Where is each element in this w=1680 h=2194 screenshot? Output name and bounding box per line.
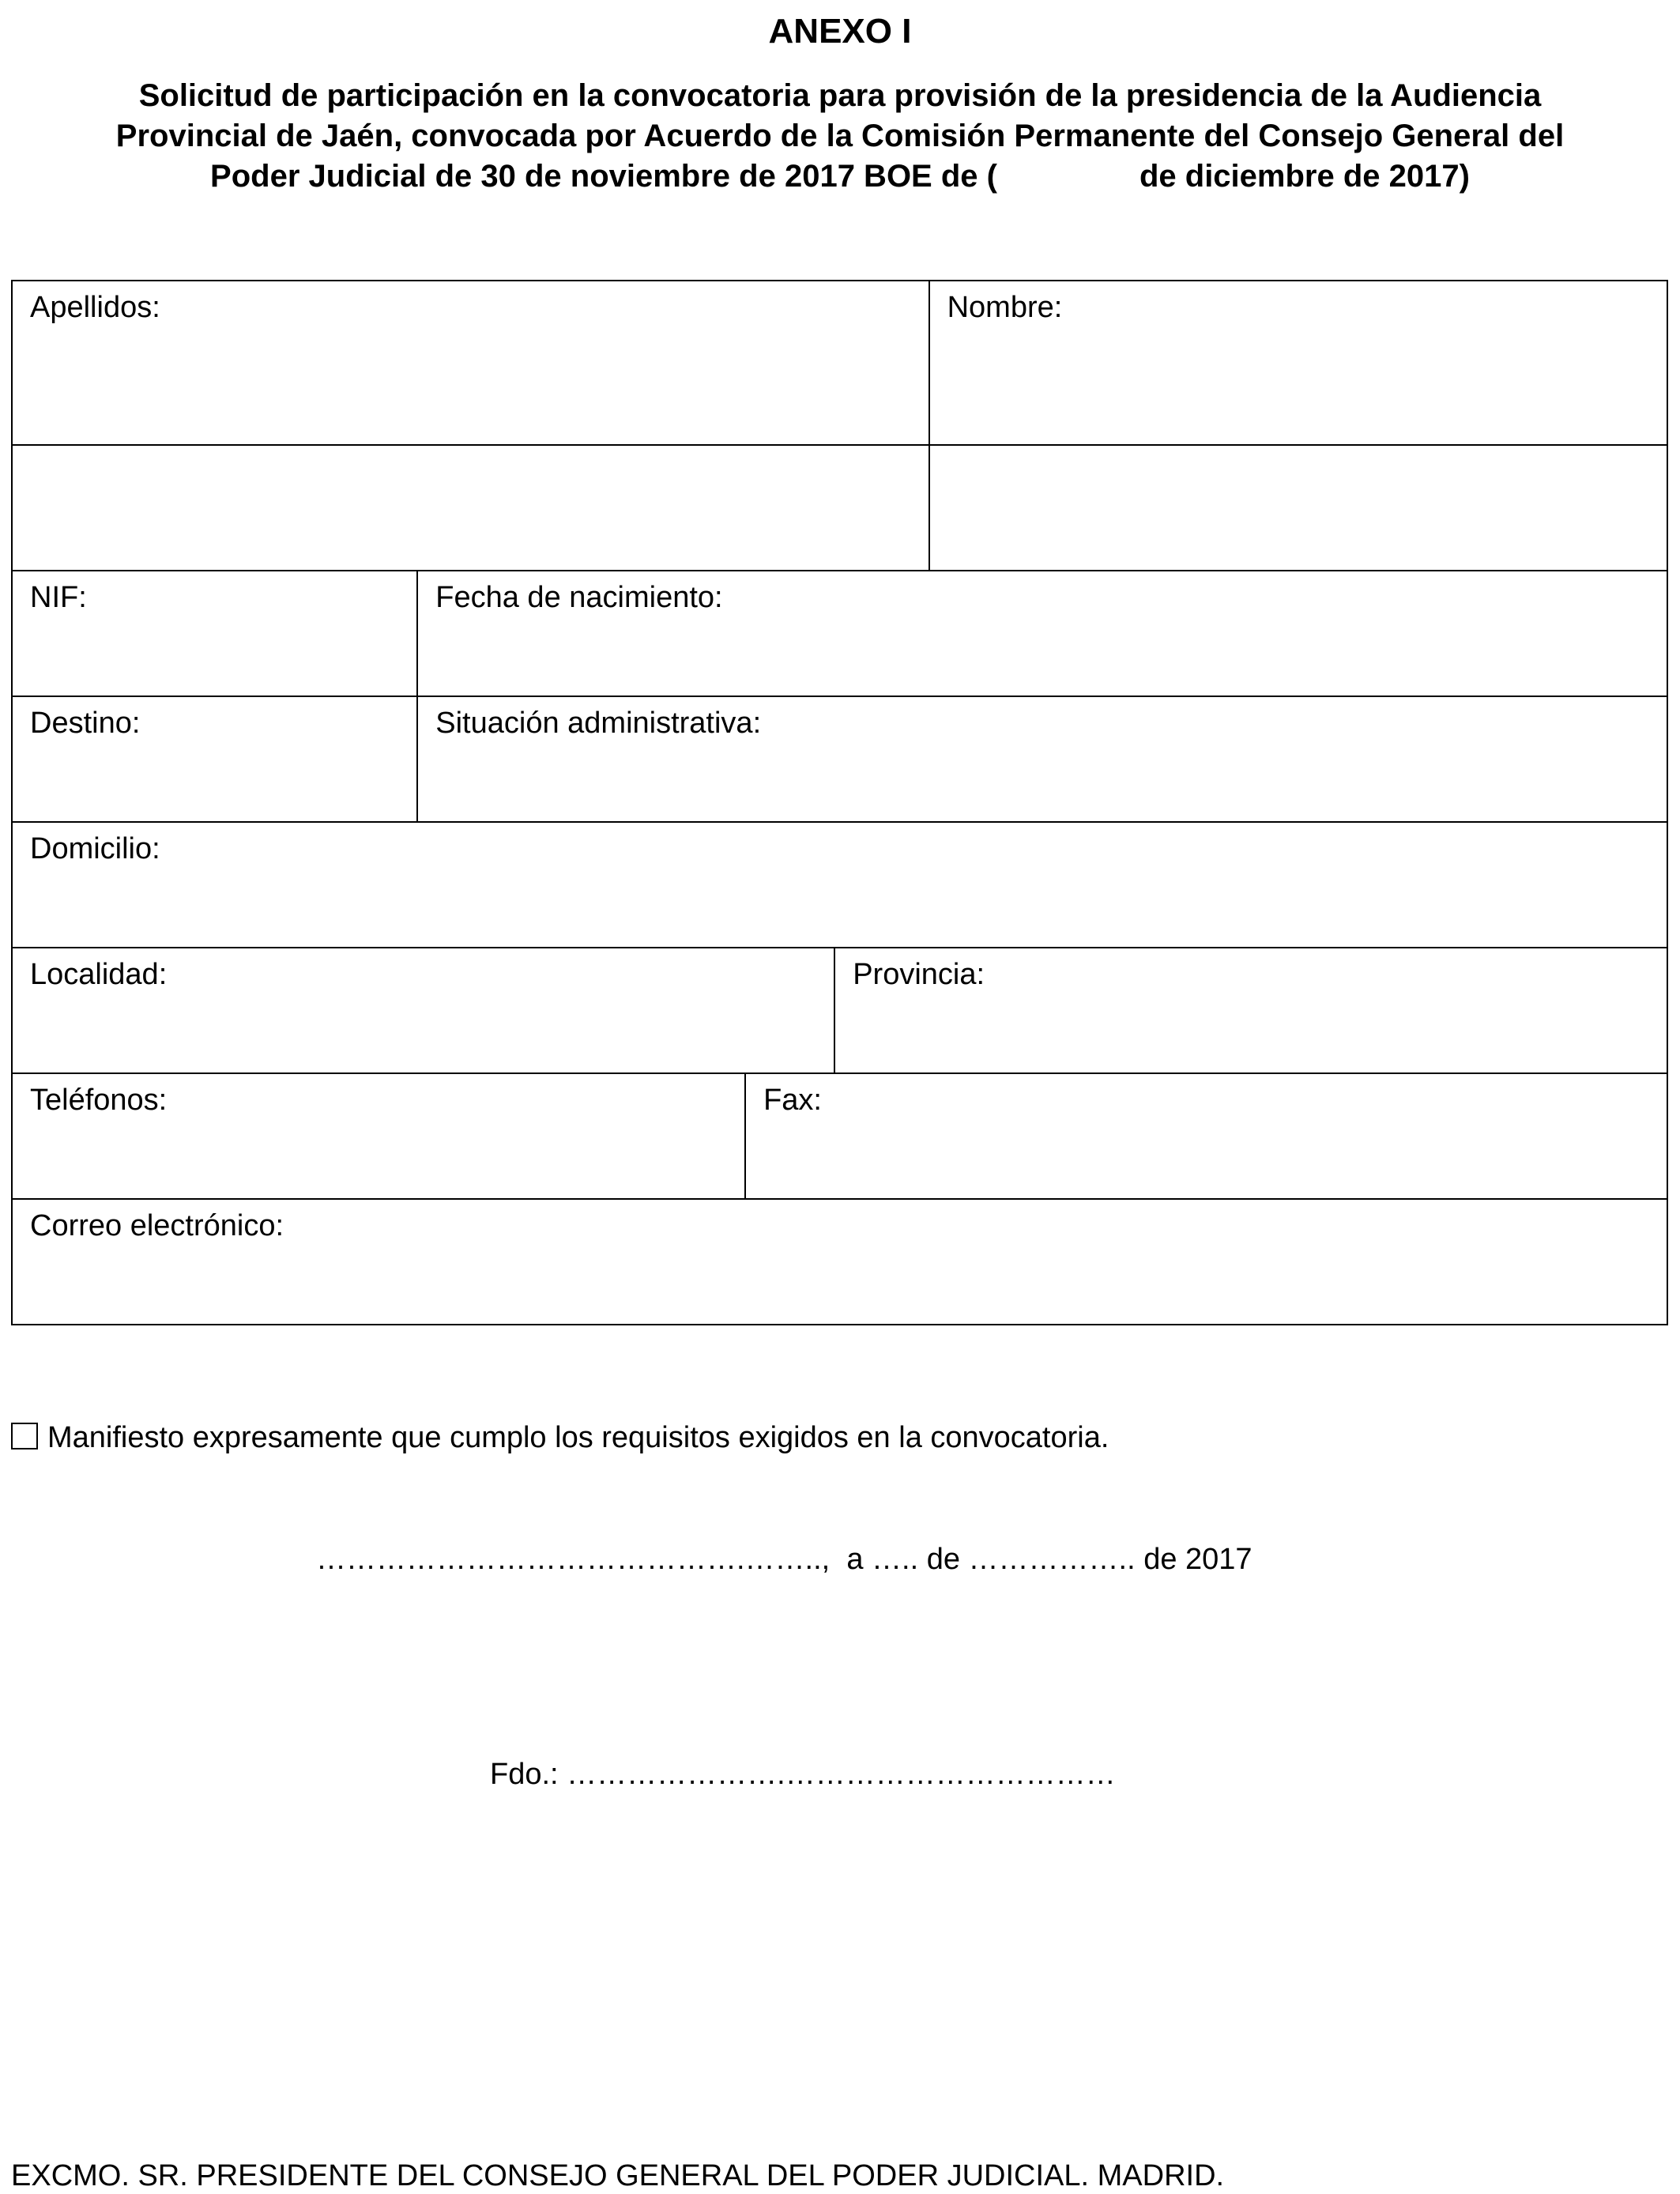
nombre-label: Nombre: — [947, 291, 1063, 324]
telefonos-field[interactable] — [12, 1073, 745, 1199]
provincia-label: Provincia: — [853, 958, 985, 991]
nombre-field[interactable] — [929, 281, 1667, 445]
requirements-text: Manifiesto expresamente que cumplo los requisitos exigidos en la convocatoria. — [47, 1421, 1109, 1454]
signature-line[interactable]: Fdo.: ………………….…………………………… — [490, 1758, 1116, 1791]
apellidos-extra-field[interactable] — [12, 445, 929, 571]
destino-field[interactable] — [12, 696, 417, 822]
addressee-footer: EXCMO. SR. PRESIDENTE DEL CONSEJO GENERAL DEL PODER JUDICIAL. MADRID. — [11, 2159, 1225, 2192]
place-date-line[interactable]: …………………………………….…….., a ….. de …………….. de 2017 — [316, 1543, 1252, 1576]
localidad-label: Localidad: — [30, 958, 168, 991]
apellidos-field[interactable] — [12, 281, 929, 445]
fecha-nacimiento-label: Fecha de nacimiento: — [435, 581, 723, 614]
correo-electronico-label: Correo electrónico: — [30, 1209, 284, 1242]
subtitle-line-3 — [32, 156, 1648, 197]
subtitle-line-3-end: de diciembre de 2017) — [1139, 159, 1470, 194]
nif-label: NIF: — [30, 581, 87, 614]
subtitle-line-3-start: Poder Judicial de 30 de noviembre de 2017 BOE de ( — [210, 159, 997, 194]
destino-label: Destino: — [30, 707, 141, 740]
form-subtitle — [32, 76, 1648, 197]
fax-label: Fax: — [763, 1084, 822, 1117]
annex-title: ANEXO I — [768, 12, 912, 51]
situacion-administrativa-label: Situación administrativa: — [435, 707, 762, 740]
subtitle-line-1: Solicitud de participación en la convocatoria para provisión de la presidencia de la Audiencia — [138, 78, 1542, 113]
subtitle-line-2: Provincial de Jaén, convocada por Acuerdo de la Comisión Permanente del Consejo General del — [115, 119, 1565, 153]
domicilio-field[interactable] — [12, 822, 1667, 948]
localidad-field[interactable] — [12, 948, 834, 1073]
fax-field[interactable] — [745, 1073, 1667, 1199]
provincia-field[interactable] — [834, 948, 1667, 1073]
nif-field[interactable] — [12, 571, 417, 696]
requirements-declaration — [11, 1419, 1109, 1456]
domicilio-label: Domicilio: — [30, 832, 160, 865]
requirements-checkbox[interactable] — [11, 1423, 38, 1449]
apellidos-label: Apellidos: — [30, 291, 160, 324]
correo-electronico-field[interactable] — [12, 1199, 1667, 1325]
applicant-data-table — [11, 280, 1668, 1325]
situacion-administrativa-field[interactable] — [417, 696, 1667, 822]
fecha-nacimiento-field[interactable] — [417, 571, 1667, 696]
telefonos-label: Teléfonos: — [30, 1084, 168, 1117]
nombre-extra-field[interactable] — [929, 445, 1667, 571]
